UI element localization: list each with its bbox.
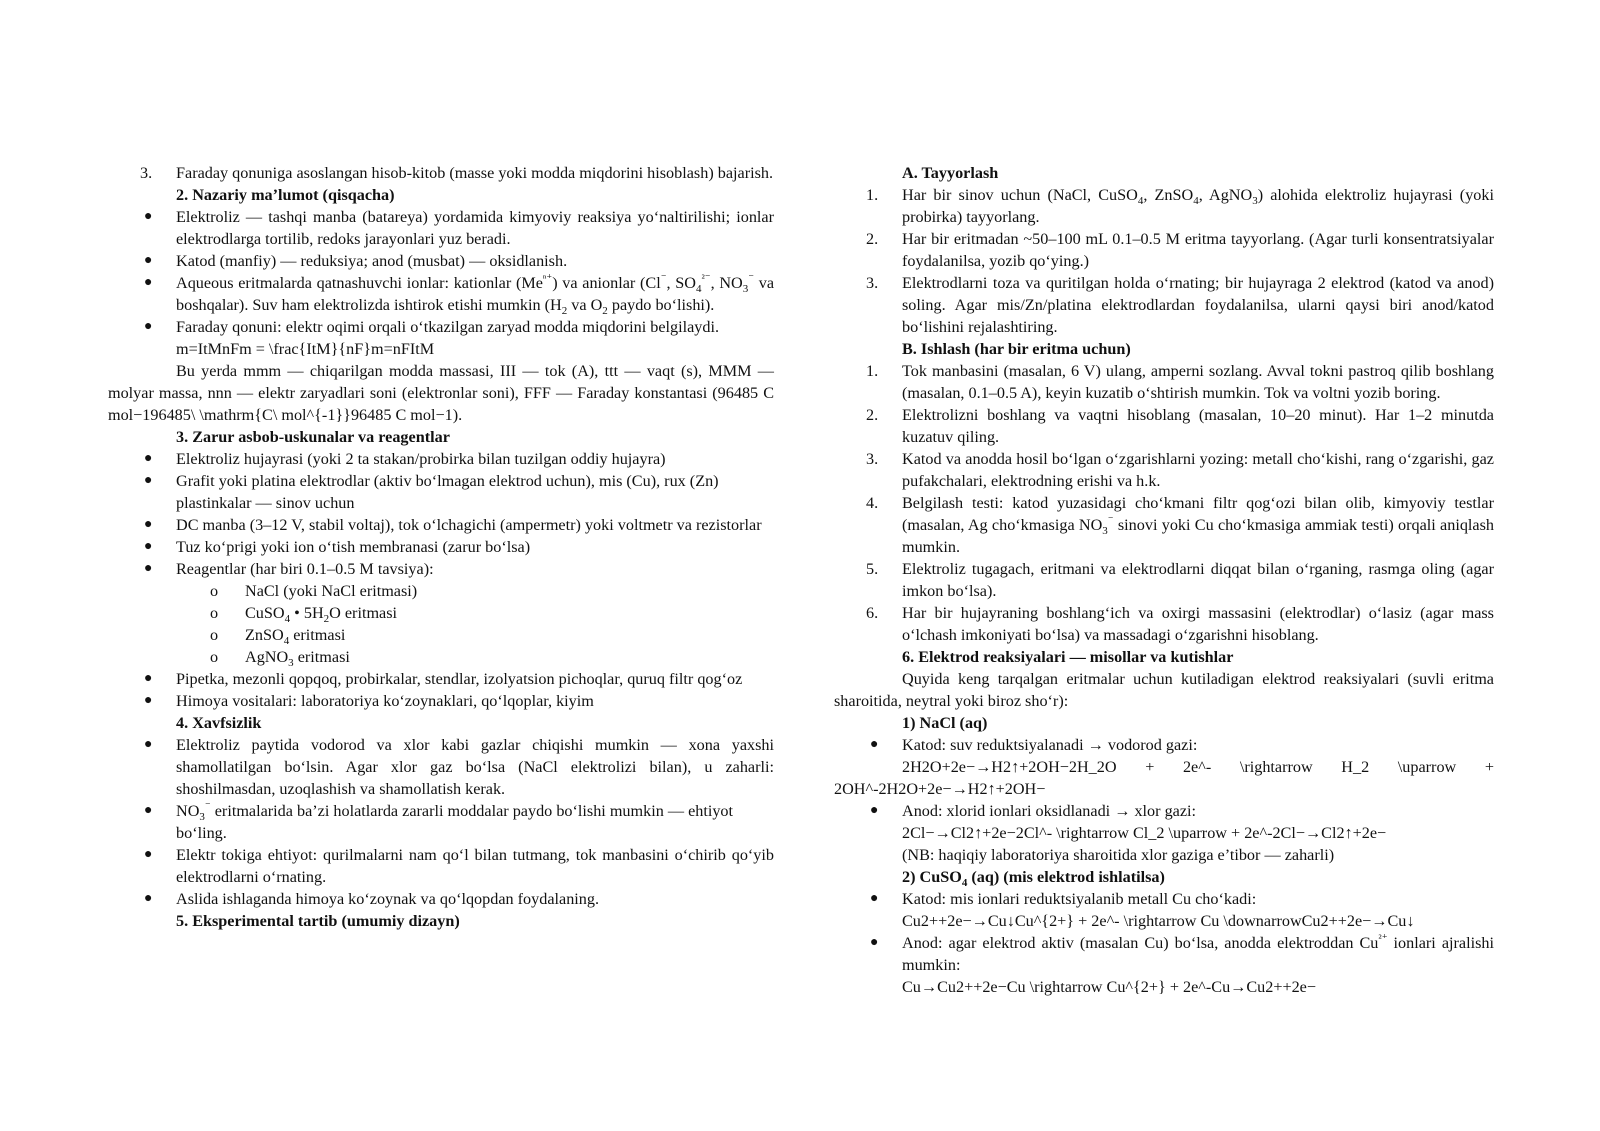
bullet-text: Reagentlar (har biri 0.1–0.5 M tavsiya): — [176, 560, 434, 578]
text-run: eritmasi — [289, 626, 346, 644]
formula: 2H2O+2e−→H2↑+2OH−2H_2O + 2e^- \rightarrow H_2 \uparrow + 2OH^-2H2O+2e−→H2↑+2OH− — [834, 758, 1494, 798]
text-run: Har bir sinov uchun (NaCl, CuSO — [902, 186, 1138, 204]
bullet-marker: ● — [144, 539, 153, 554]
subscript: 4 — [284, 613, 291, 626]
list-item — [834, 360, 1494, 404]
bullet-item — [108, 470, 774, 514]
formula: Cu2++2e−→Cu↓Cu^{2+} + 2e^- \rightarrow Cu \downarrowCu2++2e−→Cu↓ — [902, 912, 1415, 930]
list-marker: 1. — [866, 362, 879, 380]
subscript: 2 — [561, 305, 568, 318]
sub-list-item — [108, 602, 774, 624]
bullet-text: Elektroliz — tashqi manba (batareya) yordamida kimyoviy reaksiya yo‘naltirilishi; ionlar elektrodlarga tortilib, redoks jarayonlari yuz beradi. — [176, 208, 774, 248]
subscript: 4 — [283, 635, 290, 648]
paragraph: Quyida keng tarqalgan eritmalar uchun kutiladigan elektrod reaksiyalari (suvli eritma sharoitida, neytral yoki biroz sho‘r): — [834, 670, 1494, 710]
list-marker: 1. — [866, 186, 879, 204]
list-item-text: Katod va anodda hosil bo‘lgan o‘zgarishlarni yozing: metall cho‘kishi, rang o‘zgarishi, gaz pufakchalari, elektrodning erishi va h.k. — [902, 450, 1494, 490]
bullet-marker: ● — [144, 737, 153, 752]
right-column — [834, 162, 1494, 998]
list-item-text: Elektrodlarni toza va quritilgan holda o‘rnating; bir hujayraga 2 elektrod (katod va anod) soling. Agar mis/Zn/platina elektrodlardan foydalanilsa, ularni qaysi biri anod/katod bo‘lishini rejalashtiring. — [902, 274, 1494, 336]
list-item — [834, 558, 1494, 602]
subscript: 4 — [1137, 195, 1144, 208]
bullet-marker: ● — [144, 561, 153, 576]
superscript: ⁻ — [1107, 514, 1114, 527]
bullet-text: Katod (manfiy) — reduksiya; anod (musbat) — oksidlanish. — [176, 252, 568, 270]
formula: 2Cl−→Cl2↑+2e−2Cl^- \rightarrow Cl_2 \uparrow + 2e^-2Cl−→Cl2↑+2e− — [902, 824, 1387, 842]
bullet-marker: ● — [870, 737, 879, 752]
list-item — [834, 404, 1494, 448]
bullet-item — [108, 514, 774, 536]
text-run: eritmasi — [293, 648, 350, 666]
sub-marker: o — [210, 582, 219, 600]
bullet-marker: ● — [144, 693, 153, 708]
bullet-marker: ● — [144, 209, 153, 224]
list-item-text: Har bir hujayraning boshlang‘ich va oxirgi massasini (elektrodlar) o‘lasiz (agar mass o‘lchash imkoniyati bo‘lsa) va massadagi o‘zgarishni hisoblang. — [902, 604, 1494, 644]
bullet-marker: ● — [144, 253, 153, 268]
list-marker: 6. — [866, 604, 879, 622]
section-heading: 5. Eksperimental tartib (umumiy dizayn) — [176, 912, 460, 930]
text-run: • 5H — [290, 604, 324, 622]
bullet-item — [108, 734, 774, 800]
text-run: , ZnSO — [1143, 186, 1194, 204]
subscript: 3 — [1252, 195, 1258, 208]
bullet-text: Katod: suv reduktsiyalanadi → vodorod gazi: — [902, 736, 1198, 754]
subscript: 4 — [1193, 195, 1199, 208]
reagent-text: NaCl (yoki NaCl eritmasi) — [245, 582, 418, 600]
bullet-text: Himoya vositalari: laboratoriya ko‘zoynaklari, qo‘lqoplar, kiyim — [176, 692, 594, 710]
text-run: 2) CuSO — [902, 868, 962, 886]
bullet-marker: ● — [144, 847, 153, 862]
list-item-text: Har bir eritmadan ~50–100 mL 0.1–0.5 M eritma tayyorlang. (Agar turli konsentratsiyalar foydalanilsa, yozib qo‘ying.) — [902, 230, 1494, 270]
bullet-marker: ● — [870, 935, 879, 950]
sub-list-item — [108, 646, 774, 668]
superscript: ⁻ — [204, 800, 211, 813]
bullet-text: Tuz ko‘prigi yoki ion o‘tish membranasi (zarur bo‘lsa) — [176, 538, 531, 556]
list-marker: 3. — [866, 450, 879, 468]
list-item — [834, 492, 1494, 558]
subscript: 4 — [961, 877, 968, 890]
sub-marker: o — [210, 626, 219, 644]
section-heading: 2. Nazariy ma’lumot (qisqacha) — [176, 186, 395, 204]
bullet-item — [108, 206, 774, 250]
bullet-marker: ● — [144, 517, 153, 532]
subscript: 3 — [288, 657, 294, 670]
text-run: ) va anionlar (Cl — [552, 274, 661, 292]
bullet-marker: ● — [144, 451, 153, 466]
list-item-text: Elektrolizni boshlang va vaqtni hisoblang (masalan, 10–20 minut). Har 1–2 minutda kuzatuv qiling. — [902, 406, 1494, 446]
left-column — [108, 162, 774, 932]
bullet-text: DC manba (3–12 V, stabil voltaj), tok o‘lchagichi (ampermetr) yoki voltmetr va rezistorlar — [176, 516, 762, 534]
subscript: 3 — [199, 811, 205, 824]
list-marker: 2. — [866, 406, 879, 424]
bullet-item — [108, 536, 774, 558]
bullet-item — [834, 932, 1494, 976]
bullet-item — [108, 668, 774, 690]
bullet-item — [108, 888, 774, 910]
bullet-text: Faraday qonuni: elektr oqimi orqali o‘tkazilgan zaryad modda miqdorini belgilaydi. — [176, 318, 720, 336]
text-run: AgNO — [245, 648, 289, 666]
bullet-item — [834, 888, 1494, 910]
bullet-marker: ● — [144, 319, 153, 334]
reaction-heading: 1) NaCl (aq) — [902, 714, 988, 732]
bullet-text: Katod: mis ionlari reduktsiyalanib metall Cu cho‘kadi: — [902, 890, 1257, 908]
text-run: CuSO — [245, 604, 285, 622]
list-item — [834, 448, 1494, 492]
bullet-text: Elektroliz paytida vodorod va xlor kabi gazlar chiqishi mumkin — xona yaxshi shamollatilgan bo‘lsin. Agar xlor gaz bo‘lsa (NaCl elektrolizi bilan), u zaharli: shoshilmasdan, uzoqlashish va shamollatish kerak. — [176, 736, 774, 798]
list-marker: 5. — [866, 560, 879, 578]
list-item — [834, 184, 1494, 228]
list-item — [834, 602, 1494, 646]
section-heading: 3. Zarur asbob-uskunalar va reagentlar — [176, 428, 450, 446]
superscript: ⁿ⁺ — [542, 272, 553, 285]
list-item — [834, 228, 1494, 272]
text-run: NO — [176, 802, 200, 820]
list-marker: 4. — [866, 494, 879, 512]
text-run: Aqueous eritmalarda qatnashuvchi ionlar: kationlar (Me — [176, 274, 543, 292]
list-item-text: Tok manbasini (masalan, 6 V) ulang, amperni sozlang. Avval tokni pastroq qilib boshlang (masalan, 0.1–0.5 A), keyin kuzatib o‘shtirish mumkin. Tok va voltni yozib boring. — [902, 362, 1494, 402]
list-item-text: Elektroliz tugagach, eritmani va elektrodlarni diqqat bilan o‘rganing, rasmga oling (agar imkon bo‘lsa). — [902, 560, 1494, 600]
subscript: 4 — [695, 283, 702, 296]
text-run: , AgNO — [1198, 186, 1253, 204]
bullet-item — [108, 690, 774, 712]
list-marker: 3. — [140, 164, 153, 182]
superscript: ⁻ — [748, 272, 755, 285]
subsection-heading: A. Tayyorlash — [902, 164, 999, 182]
bullet-marker: ● — [870, 891, 879, 906]
subscript: 3 — [742, 283, 749, 296]
list-marker: 2. — [866, 230, 879, 248]
bullet-item — [834, 800, 1494, 822]
text-run: (aq) (mis elektrod ishlatilsa) — [967, 868, 1165, 886]
superscript: ²⁺ — [1378, 932, 1388, 945]
sub-marker: o — [210, 648, 219, 666]
sub-list-item — [108, 624, 774, 646]
bullet-item — [108, 272, 774, 316]
text-run: eritmalarida ba’zi holatlarda zararli moddalar paydo bo‘lishi mumkin — ehtiyot bo‘ling. — [176, 802, 734, 842]
subscript: 2 — [602, 305, 608, 318]
formula: m=ItMnFm = \frac{ItM}{nF}m=nFItM — [176, 340, 435, 358]
text-run: ionlari ajralishi mumkin: — [902, 934, 1494, 974]
bullet-item — [834, 734, 1494, 756]
text-run: O eritmasi — [329, 604, 398, 622]
bullet-marker: ● — [144, 275, 153, 290]
bullet-item — [108, 250, 774, 272]
subscript: 2 — [323, 613, 330, 626]
bullet-marker: ● — [144, 671, 153, 686]
bullet-item — [108, 558, 774, 580]
superscript: ²⁻ — [701, 272, 711, 285]
list-item — [108, 162, 774, 184]
text-run: , SO — [666, 274, 696, 292]
bullet-text: Elektr tokiga ehtiyot: qurilmalarni nam qo‘l bilan tutmang, tok manbasini o‘chirib qo‘yib elektrodlarni o‘rnating. — [176, 846, 774, 886]
bullet-text: Elektroliz hujayrasi (yoki 2 ta stakan/probirka bilan tuzilgan oddiy hujayra) — [176, 450, 666, 468]
list-item — [834, 272, 1494, 338]
note: (NB: haqiqiy laboratoriya sharoitida xlor gaziga e’tibor — zaharli) — [902, 846, 1335, 864]
list-marker: 3. — [866, 274, 879, 292]
bullet-marker: ● — [144, 891, 153, 906]
text-run: Anod: agar elektrod aktiv (masalan Cu) bo‘lsa, anodda elektroddan Cu — [902, 934, 1379, 952]
text-run: ZnSO — [245, 626, 284, 644]
bullet-item — [108, 800, 774, 844]
subsection-heading: B. Ishlash (har bir eritma uchun) — [902, 340, 1131, 358]
paragraph: Bu yerda mmm — chiqarilgan modda massasi, III — tok (A), ttt — vaqt (s), MMM — molyar massa, nnn — elektr zaryadlari soni (elektronlar soni), FFF — Faraday konstantasi (96485 C mol−196485\ \mathrm{C\ mol^{-1}}96485 C mol−1). — [108, 362, 774, 424]
bullet-text: Anod: xlorid ionlari oksidlanadi → xlor gazi: — [902, 802, 1197, 820]
subscript: 3 — [1102, 525, 1108, 538]
sub-marker: o — [210, 604, 219, 622]
list-item-text: Faraday qonuniga asoslangan hisob-kitob (masse yoki modda miqdorini hisoblash) bajarish. — [176, 164, 774, 182]
section-heading: 4. Xavfsizlik — [176, 714, 262, 732]
text-run: Belgilash testi: katod yuzasidagi cho‘kmani filtr qog‘ozi bilan olib, kimyoviy testlar (masalan, Ag cho‘kmasiga NO — [902, 494, 1494, 534]
sub-list-item — [108, 580, 774, 602]
text-run: , NO — [710, 274, 743, 292]
bullet-item — [108, 448, 774, 470]
bullet-item — [108, 316, 774, 338]
formula: Cu→Cu2++2e−Cu \rightarrow Cu^{2+} + 2e^-Cu→Cu2++2e− — [902, 978, 1316, 996]
bullet-marker: ● — [144, 473, 153, 488]
text-run: paydo bo‘lishi). — [607, 296, 715, 314]
text-run: va O — [567, 296, 603, 314]
text-run: sinovi yoki Cu cho‘kmasiga ammiak testi) orqali aniqlash mumkin. — [902, 516, 1495, 556]
text-run: va boshqalar). Suv ham elektrolizda ishtirok etishi mumkin (H — [176, 274, 775, 314]
bullet-marker: ● — [144, 803, 153, 818]
bullet-item — [108, 844, 774, 888]
bullet-text: Grafit yoki platina elektrodlar (aktiv bo‘lmagan elektrod uchun), mis (Cu), rux (Zn) plastinkalar — sinov uchun — [176, 472, 719, 512]
superscript: ⁻ — [660, 272, 667, 285]
reaction-heading — [834, 866, 1494, 888]
section-heading: 6. Elektrod reaksiyalari — misollar va kutishlar — [902, 648, 1234, 666]
text-run: ) alohida elektroliz hujayrasi (yoki probirka) tayyorlang. — [902, 186, 1494, 226]
bullet-marker: ● — [870, 803, 879, 818]
bullet-text: Aslida ishlaganda himoya ko‘zoynak va qo‘lqopdan foydalaning. — [176, 890, 600, 908]
bullet-text: Pipetka, mezonli qopqoq, probirkalar, stendlar, izolyatsion pichoqlar, quruq filtr qog‘oz — [176, 670, 743, 688]
